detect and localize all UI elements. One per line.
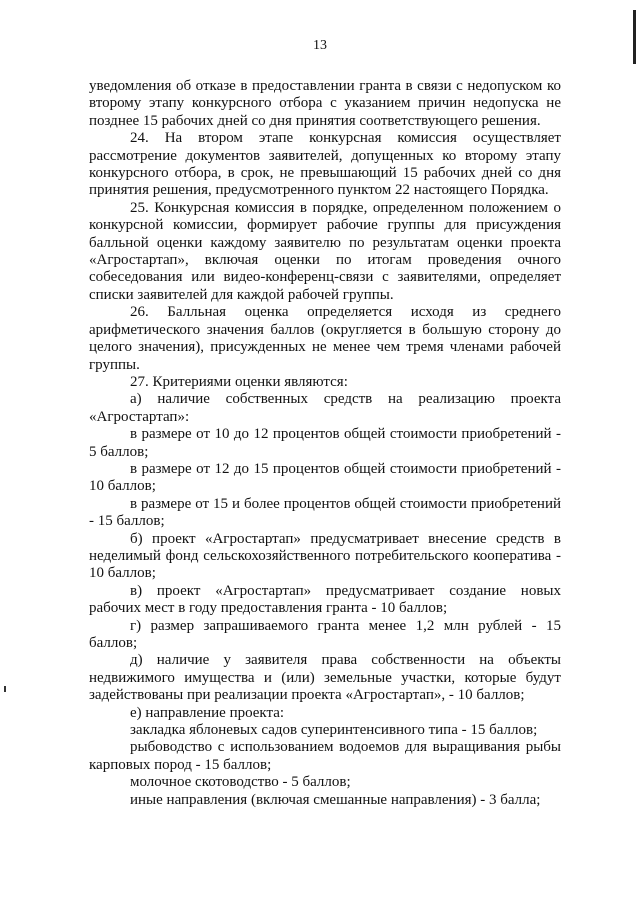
criterion-d: д) наличие у заявителя права собственности на объекты недвижимого имущества и (или) земельные участки, которые будут задействованы при реализации проекта «Агростартап», - 10 баллов; <box>89 652 561 704</box>
direction-apple-orchards: закладка яблоневых садов суперинтенсивного типа - 15 баллов; <box>130 722 538 739</box>
paragraph-24: 24. На втором этапе конкурсная комиссия осуществляет рассмотрение документов заявителей, допущенных ко второму этапу конкурсного отбора, в срок, не превышающий 15 рабочих дней со дня принятия решения, предусмотренного пунктом 22 настоящего Порядка. <box>89 130 561 199</box>
page-number: 13 <box>313 38 327 53</box>
criterion-a-option-1: в размере от 10 до 12 процентов общей стоимости приобретений - 5 баллов; <box>89 426 561 460</box>
criterion-a-option-3: в размере от 15 и более процентов общей стоимости приобретений - 15 баллов; <box>89 495 561 530</box>
paragraph-26: 26. Балльная оценка определяется исходя из среднего арифметического значения баллов (округляется в большую сторону до целого значения), присужденных не менее чем тремя членами рабочей группы. <box>89 304 561 373</box>
criterion-a: а) наличие собственных средств на реализацию проекта «Агростартап»: <box>89 391 561 425</box>
paragraph-25: 25. Конкурсная комиссия в порядке, определенном положением о конкурсной комиссии, формирует рабочие группы для присуждения балльной оценки каждому заявителю по результатам оценки проекта «Агростартап», включая оценки по итогам проведения очного собеседования или видео-конференц-связи с заявителями, определяет списки заявителей для каждой рабочей группы. <box>89 199 561 303</box>
paragraph-27: 27. Критериями оценки являются: <box>130 373 348 390</box>
paragraph-continuation: уведомления об отказе в предоставлении гранта в связи с недопуском ко второму этапу конкурсного отбора с указанием причин недопуска не позднее 15 рабочих дней со дня принятия соответствующего решения. <box>89 78 561 129</box>
page-edge-mark <box>633 10 636 64</box>
direction-dairy: молочное скотоводство - 5 баллов; <box>130 774 351 791</box>
direction-other: иные направления (включая смешанные направления) - 3 балла; <box>130 791 541 808</box>
criterion-b: б) проект «Агростартап» предусматривает внесение средств в неделимый фонд сельскохозяйственного потребительского кооператива - 10 баллов; <box>89 530 561 582</box>
direction-fish-farming: рыбоводство с использованием водоемов для выращивания рыбы карповых пород - 15 баллов; <box>89 739 561 773</box>
criterion-e: е) направление проекта: <box>130 704 285 721</box>
criterion-g: г) размер запрашиваемого гранта менее 1,2 млн рублей - 15 баллов; <box>89 617 561 651</box>
margin-mark <box>4 686 6 692</box>
document-body <box>89 78 561 809</box>
criterion-a-option-2: в размере от 12 до 15 процентов общей стоимости приобретений - 10 баллов; <box>89 460 561 495</box>
criterion-v: в) проект «Агростартап» предусматривает создание новых рабочих мест в году предоставления гранта - 10 баллов; <box>89 582 561 617</box>
